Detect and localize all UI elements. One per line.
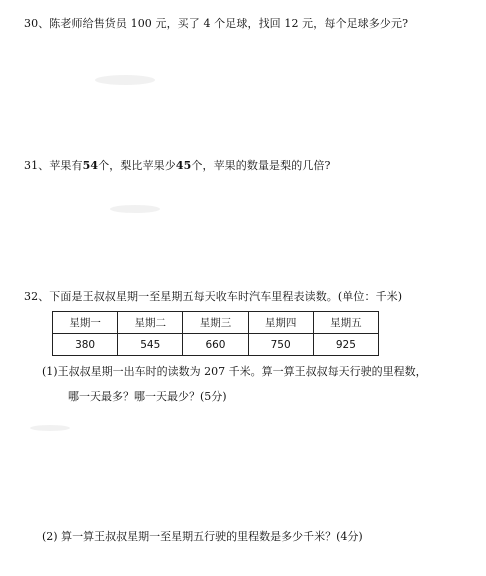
table-cell: 380 bbox=[53, 334, 118, 356]
question-31-apples: 54 bbox=[82, 159, 99, 172]
table-header-cell: 星期五 bbox=[313, 312, 378, 334]
table-cell: 660 bbox=[183, 334, 248, 356]
question-31-suffix: 个，苹果的数量是梨的几倍? bbox=[191, 159, 331, 172]
table-row bbox=[53, 334, 379, 356]
table-header-row bbox=[53, 312, 379, 334]
subquestion-1-line-2: 哪一天最多？哪一天最少？(5分) bbox=[68, 390, 227, 403]
table-header-cell: 星期一 bbox=[53, 312, 118, 334]
subquestion-2: (2) 算一算王叔叔星期一至星期五行驶的里程数是多少千米？(4分) bbox=[42, 530, 363, 543]
table-cell: 925 bbox=[313, 334, 378, 356]
table-cell: 545 bbox=[118, 334, 183, 356]
table-header-cell: 星期二 bbox=[118, 312, 183, 334]
question-32: 32、下面是王叔叔星期一至星期五每天收车时汽车里程表读数。(单位：千米) bbox=[24, 290, 403, 303]
question-31-mid: 个，梨比苹果少 bbox=[98, 159, 176, 172]
question-31-difference: 45 bbox=[175, 159, 192, 172]
subquestion-1-line-1: (1)王叔叔星期一出车时的读数为 207 千米。算一算王叔叔每天行驶的里程数， bbox=[42, 365, 427, 378]
table-cell: 750 bbox=[248, 334, 313, 356]
scan-smudge bbox=[30, 425, 70, 431]
question-31-prefix: 31、苹果有 bbox=[24, 159, 83, 172]
question-31 bbox=[24, 159, 331, 173]
question-30: 30、陈老师给售货员 100 元，买了 4 个足球，找回 12 元，每个足球多少元? bbox=[24, 17, 409, 30]
scan-smudge bbox=[110, 205, 160, 213]
scan-smudge bbox=[95, 75, 155, 85]
table-header-cell: 星期四 bbox=[248, 312, 313, 334]
table-header-cell: 星期三 bbox=[183, 312, 248, 334]
odometer-table bbox=[52, 311, 379, 356]
